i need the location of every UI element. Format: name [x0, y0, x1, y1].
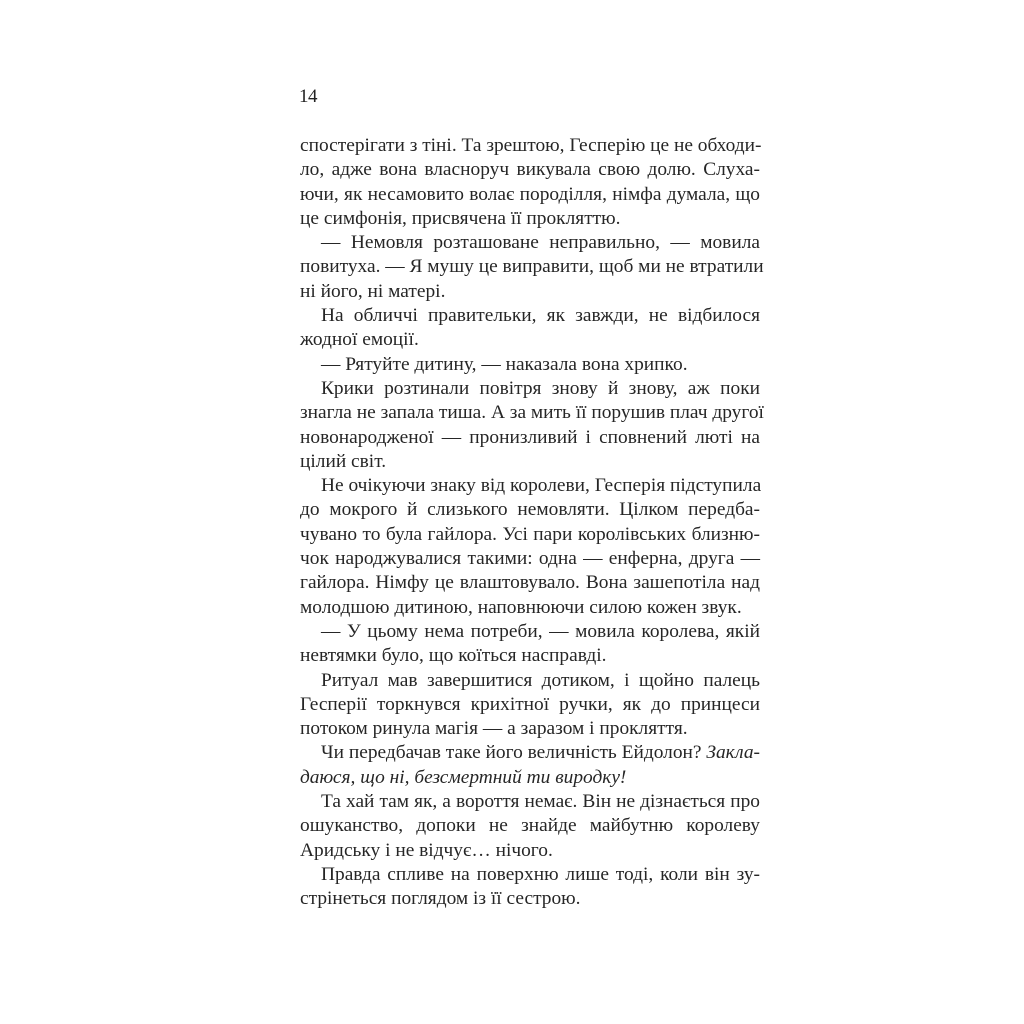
paragraph: [300, 620, 760, 669]
paragraph: [300, 353, 760, 377]
body-text: [300, 134, 764, 912]
text-line: — У цьому нема потреби, — мовила королева, якій: [321, 620, 760, 642]
text-line: невтямки було, що коїться насправді.: [300, 645, 607, 667]
text-line: цілий світ.: [300, 450, 387, 472]
paragraph: [300, 669, 760, 742]
paragraph: [300, 231, 764, 304]
text-italic: Закла-: [706, 742, 760, 764]
text-line: гайлора. Німфу це влаштовувало. Вона зашепотіла над: [300, 572, 760, 594]
text-line-italic: даюся, що ні, безсмертний ти виродку!: [300, 766, 627, 788]
paragraph: [300, 304, 760, 353]
text-line: Правда спливе на поверхню лише тоді, коли він зу-: [321, 863, 760, 885]
text-line: знагла не запала тиша. А за мить її порушив плач другої: [300, 402, 764, 424]
paragraph: [300, 377, 764, 474]
text-roman: Чи передбачав таке його величність Ейдолон?: [321, 742, 707, 764]
page-number: 14: [299, 86, 317, 107]
text-line: ошуканство, допоки не знайде майбутню королеву: [300, 815, 760, 837]
paragraph: [300, 474, 760, 620]
text-line: Та хай там як, а вороття немає. Він не дізнається про: [321, 791, 760, 813]
text-line: повитуха. — Я мушу це виправити, щоб ми не втратили: [300, 256, 764, 278]
text-line: потоком ринула магія — а заразом і прокляття.: [300, 718, 688, 740]
text-line: На обличчі правительки, як завжди, не відбилося: [321, 305, 760, 327]
text-line: молодшою дитиною, наповнюючи силою кожен звук.: [300, 596, 742, 618]
text-line: [300, 741, 760, 765]
text-line: Не очікуючи знаку від королеви, Гесперія підступила: [321, 475, 762, 497]
text-line: спостерігати з тіні. Та зрештою, Гесперію це не обходи-: [300, 135, 762, 156]
text-line: до мокрого й слизького немовляти. Цілком передба-: [300, 499, 760, 521]
text-line: чок народжувалися такими: одна — енферна, друга —: [300, 548, 760, 570]
text-line: жодної емоції.: [300, 329, 419, 351]
paragraph: [300, 863, 760, 912]
paragraph: [300, 134, 760, 231]
paragraph: [300, 790, 760, 863]
text-line: — Немовля розташоване неправильно, — мовила: [321, 232, 760, 254]
text-line: новонародженої — пронизливий і сповнений люті на: [300, 426, 760, 448]
text-line: чувано то була гайлора. Усі пари королівських близню-: [300, 523, 760, 545]
text-line: це симфонія, присвячена її прокляттю.: [300, 207, 621, 229]
paragraph: [300, 741, 760, 790]
text-line: Гесперії торкнувся крихітної ручки, як до принцеси: [300, 693, 760, 715]
text-line: ло, адже вона власноруч викувала свою долю. Слуха-: [300, 159, 760, 181]
text-line: стрінеться поглядом із її сестрою.: [300, 888, 581, 910]
text-line: ні його, ні матері.: [300, 280, 446, 302]
text-line: Ритуал мав завершитися дотиком, і щойно палець: [321, 669, 760, 691]
text-line: ючи, як несамовито волає породілля, німфа думала, що: [300, 183, 760, 205]
text-line: — Рятуйте дитину, — наказала вона хрипко.: [321, 353, 688, 375]
text-line: Аридську і не відчує… нічого.: [300, 839, 553, 861]
text-line: Крики розтинали повітря знову й знову, аж поки: [321, 377, 760, 399]
